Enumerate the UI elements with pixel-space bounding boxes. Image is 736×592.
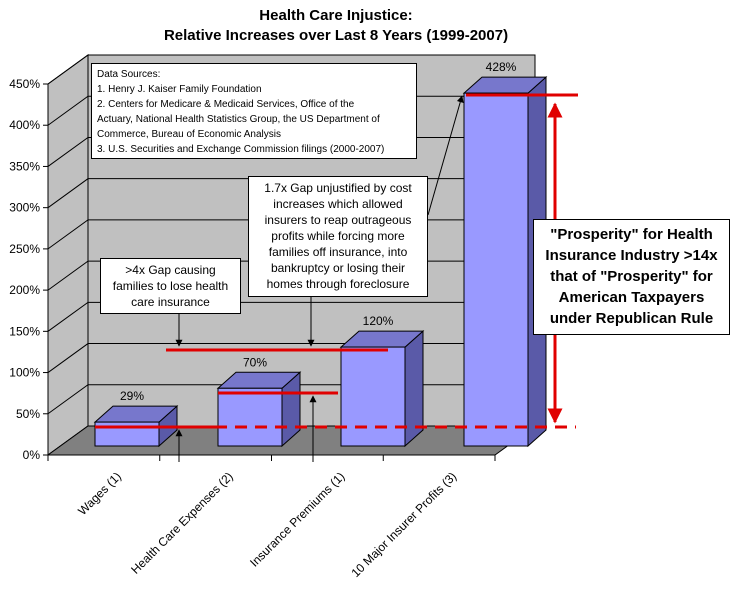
callout-line: "Prosperity" for Health	[550, 226, 713, 243]
callout-line: under Republican Rule	[549, 310, 714, 327]
gap-4x-callout	[100, 258, 241, 314]
y-tick-label: 200%	[9, 283, 40, 298]
bar-front	[464, 93, 528, 446]
y-tick-label: 400%	[9, 118, 40, 133]
callout-line: 1. Henry J. Kaiser Family Foundation	[97, 84, 262, 95]
callout-line: families to lose health	[112, 279, 229, 293]
bar	[341, 331, 423, 446]
callout-line: Commerce, Bureau of Economic Analysis	[97, 129, 281, 140]
bar-front	[341, 347, 405, 446]
y-tick-label: 150%	[9, 324, 40, 339]
data-label: 70%	[242, 355, 268, 370]
data-label: 428%	[485, 60, 517, 75]
side-wall	[48, 55, 88, 455]
chart-subtitle: Relative Increases over Last 8 Years (1999-2007)	[163, 27, 509, 44]
category-label: Wages (1)	[75, 469, 124, 518]
callout-line: American Taxpayers	[558, 289, 705, 306]
callout-line: 2. Centers for Medicare & Medicaid Services, Office of the	[97, 99, 355, 110]
y-tick-label: 450%	[9, 77, 40, 91]
bar-front	[218, 388, 282, 446]
callout-line: insurers to reap outrageous	[264, 213, 412, 227]
data-label: 120%	[362, 314, 394, 329]
y-tick-label: 300%	[9, 200, 40, 215]
category-label: 10 Major Insurer Profits (3)	[348, 469, 460, 581]
data-sources-box	[91, 63, 417, 159]
callout-line: Data Sources:	[97, 69, 161, 80]
callout-line: homes through foreclosure	[266, 277, 410, 291]
y-tick-label: 50%	[15, 406, 40, 421]
y-tick-label: 350%	[9, 159, 40, 174]
data-label: 29%	[119, 389, 145, 404]
callout-line: that of "Prosperity" for	[550, 268, 713, 285]
callout-line: 3. U.S. Securities and Exchange Commission filings (2000-2007)	[97, 144, 385, 155]
category-labels	[75, 469, 459, 580]
chart-title: Health Care Injustice:	[259, 7, 413, 24]
prosperity-callout	[533, 219, 730, 335]
callout-line: profits while forcing more	[271, 229, 405, 243]
y-tick-label: 250%	[9, 241, 40, 256]
callout-line: increases which allowed	[273, 197, 403, 211]
bar-side	[405, 331, 423, 446]
y-axis-ticks	[9, 77, 48, 462]
callout-line: Actuary, National Health Statistics Group, the US Department of	[97, 114, 380, 125]
callout-line: families off insurance, into	[268, 245, 408, 259]
y-tick-label: 0%	[22, 448, 40, 462]
category-label: Insurance Premiums (1)	[247, 469, 348, 570]
callout-line: care insurance	[131, 295, 210, 309]
callout-line: 1.7x Gap unjustified by cost	[264, 181, 412, 195]
y-tick-label: 100%	[9, 365, 40, 380]
callout-line: bankruptcy or losing their	[270, 261, 406, 275]
callout-line: >4x Gap causing	[125, 263, 216, 277]
bar	[218, 372, 300, 446]
callout-line: Insurance Industry >14x	[545, 247, 718, 264]
gap-1-7x-callout	[248, 176, 428, 297]
category-label: Health Care Expenses (2)	[128, 469, 236, 577]
